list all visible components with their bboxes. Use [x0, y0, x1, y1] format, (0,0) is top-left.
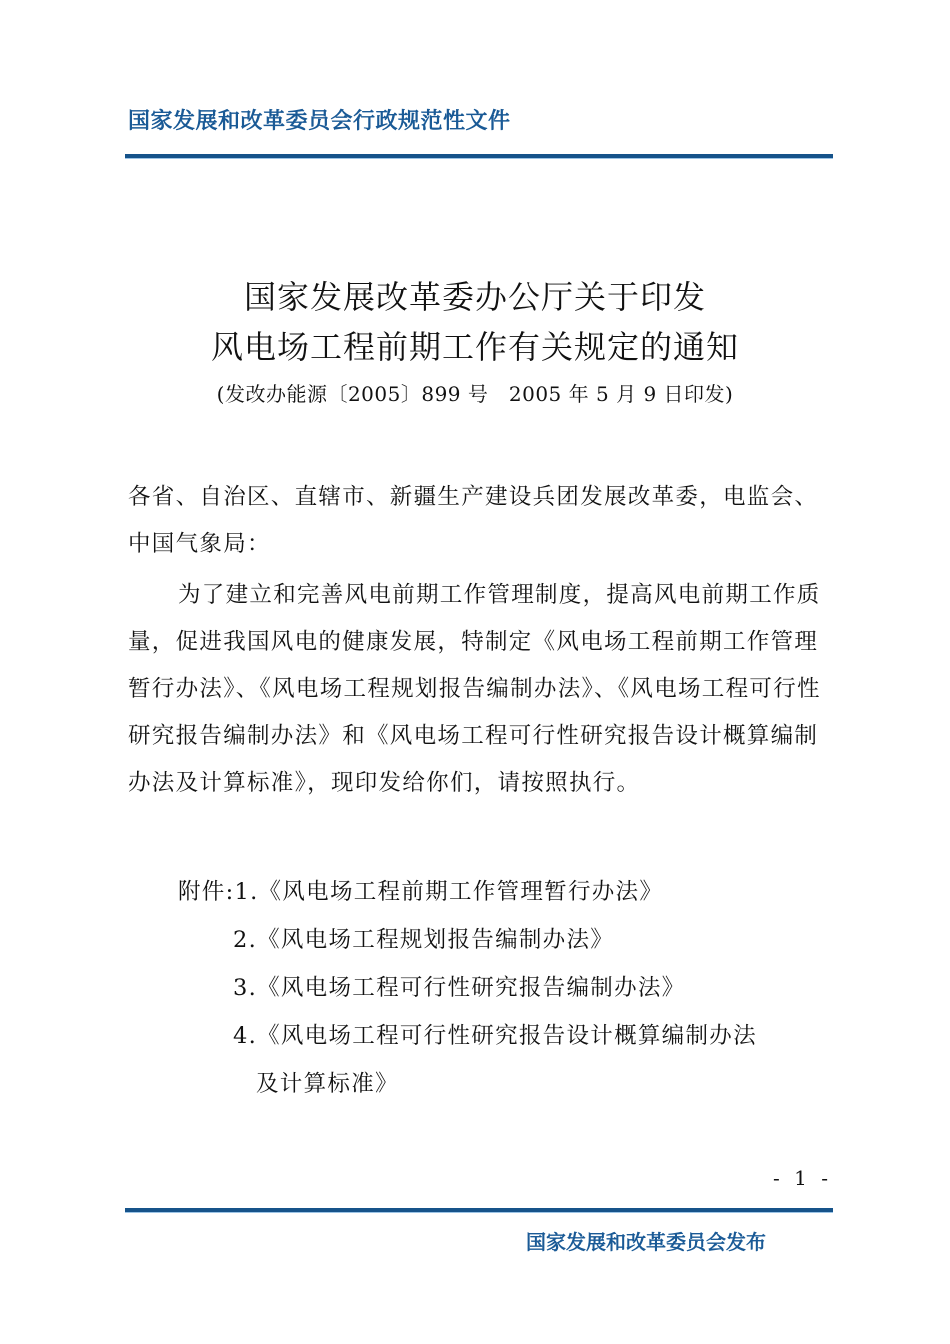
- footer-publisher: 国家发展和改革委员会发布: [526, 1230, 766, 1254]
- header-divider: [125, 154, 833, 159]
- footer-divider: [125, 1208, 833, 1213]
- attachments-label: 附件:: [178, 879, 235, 905]
- attachment-item-1: [178, 868, 757, 916]
- document-title-line-2: 风电场工程前期工作有关规定的通知: [210, 328, 739, 366]
- attachments-list: [178, 868, 757, 1108]
- page-number: - 1 -: [773, 1166, 832, 1190]
- document-issuance-info: (发改办能源〔2005〕899 号 2005 年 5 月 9 日印发): [216, 382, 734, 406]
- body-paragraph: [128, 572, 833, 807]
- body-paragraph-text: 为了建立和完善风电前期工作管理制度，提高风电前期工作质量，促进我国风电的健康发展，特制定《风电场工程前期工作管理暂行办法》、《风电场工程规划报告编制办法》、《风电场工程可行性研究报告编制办法》和《风电场工程可行性研究报告设计概算编制办法及计算标准》，现印发给你们，请按照执行。: [128, 582, 821, 796]
- document-title-block: [0, 272, 950, 412]
- running-header: 国家发展和改革委员会行政规范性文件: [128, 109, 511, 134]
- attachment-item-3: 3.《风电场工程可行性研究报告编制办法》: [233, 975, 686, 1001]
- attachment-item-4-continuation: 及计算标准》: [256, 1071, 399, 1097]
- salutation: 各省、自治区、直辖市、新疆生产建设兵团发展改革委，电监会、中国气象局：: [128, 484, 819, 557]
- attachment-item-2: 2.《风电场工程规划报告编制办法》: [233, 927, 615, 953]
- document-title-line-1: 国家发展改革委办公厅关于印发: [243, 278, 706, 316]
- attachment-item-4: 4.《风电场工程可行性研究报告设计概算编制办法: [233, 1023, 757, 1049]
- attachment-item-1-text: 1.《风电场工程前期工作管理暂行办法》: [234, 879, 664, 905]
